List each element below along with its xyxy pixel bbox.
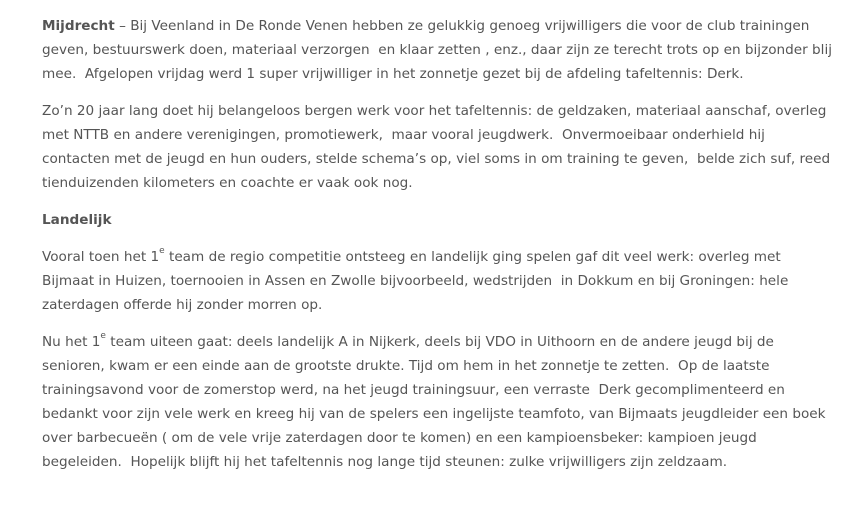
intro-text: – Bij Veenland in De Ronde Venen hebben ze gelukkig genoeg vrijwilligers die voor de club trainingen geven, bestuurswerk doen, materiaal verzorgen en klaar zetten , enz., daar zijn ze terecht trots op en bijzonder blij mee. Afgelopen vrijdag werd 1 super vrijwilliger in het zonnetje gezet bij de afdeling tafeltennis: Derk.	[42, 18, 837, 82]
article-body	[42, 14, 837, 487]
paragraph-4	[42, 330, 832, 474]
intro-paragraph	[42, 14, 837, 86]
paragraph-4-text-a: Nu het 1	[42, 334, 101, 350]
paragraph-2: Zo’n 20 jaar lang doet hij belangeloos bergen werk voor het tafeltennis: de geldzaken, materiaal aanschaf, overleg met NTTB en andere verenigingen, promotiewerk, maar vooral jeugdwerk. Onvermoeibaar onderhield hij contacten met de jeugd en hun ouders, stelde schema’s op, viel soms in om training te geven, belde zich suf, reed tienduizenden kilometers en coachte er vaak ook nog.	[42, 103, 835, 191]
section-heading-landelijk: Landelijk	[42, 212, 112, 228]
paragraph-4-text-b: team uiteen gaat: deels landelijk A in Nijkerk, deels bij VDO in Uithoorn en de andere jeugd bij de senioren, kwam er een einde aan de grootste drukte. Tijd om hem in het zonnetje te zetten. Op de laatste trainingsavond voor de zomerstop werd, na het jeugd trainingsuur, een verraste Derk gecomplimenteerd en bedankt voor zijn vele werk en kreeg hij van de spelers een ingelijste teamfoto, van Bijmaats jeugdleider een boek over barbecueën ( om de vele vrije zaterdagen door te komen) en een kampioensbeker: kampioen jeugd begeleiden. Hopelijk blijft hij het tafeltennis nog lange tijd steunen: zulke vrijwilligers zijn zeldzaam.	[42, 334, 830, 470]
ordinal-superscript: e	[100, 331, 106, 342]
paragraph-3-text-a: Vooral toen het 1	[42, 249, 160, 265]
paragraph-3-text-b: team de regio competitie ontsteeg en landelijk ging spelen gaf dit veel werk: overleg met Bijmaat in Huizen, toernooien in Assen en Zwolle bijvoorbeeld, wedstrijden in Dokkum en bij Groningen: hele zaterdagen offerde hij zonder morren op.	[42, 249, 793, 313]
paragraph-3	[42, 245, 832, 317]
ordinal-superscript: e	[159, 246, 165, 257]
dateline: Mijdrecht	[42, 18, 115, 34]
